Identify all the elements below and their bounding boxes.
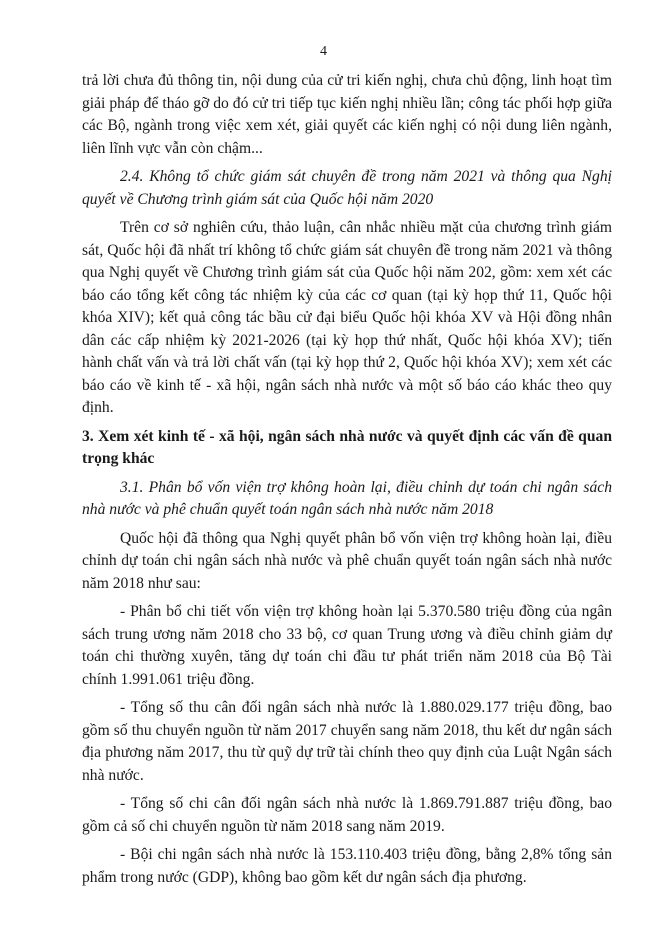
document-body	[82, 70, 612, 895]
section-heading-3: 3. Xem xét kinh tế - xã hội, ngân sách nhà nước và quyết định các vấn đề quan trọng khác	[82, 427, 612, 467]
bullet-total-revenue: - Tổng số thu cân đối ngân sách nhà nước là 1.880.029.177 triệu đồng, bao gồm số thu chuyển nguồn từ năm 2017 chuyển sang năm 2018, thu kết dư ngân sách địa phương năm 2017, thu từ quỹ dự trữ tài chính theo quy định của Luật Ngân sách nhà nước.	[82, 699, 612, 784]
paragraph-monitoring-program: Trên cơ sở nghiên cứu, thảo luận, cân nhắc nhiều mặt của chương trình giám sát, Quốc hội đã nhất trí không tổ chức giám sát chuyên đề trong năm 2021 và thông qua Nghị quyết về Chương trình giám sát của Quốc hội năm 202, gồm: xem xét các báo cáo tổng kết công tác nhiệm kỳ của các cơ quan (tại kỳ họp thứ 11, Quốc hội khóa XIV); kết quả công tác bầu cử đại biểu Quốc hội khóa XV và Hội đồng nhân dân các cấp nhiệm kỳ 2021-2026 (tại kỳ họp thứ nhất, Quốc hội khóa XV); tiến hành chất vấn và trả lời chất vấn (tại kỳ họp thứ 2, Quốc hội khóa XV); xem xét các báo cáo về kinh tế - xã hội, ngân sách nhà nước và một số báo cáo khác theo quy định.	[82, 219, 612, 416]
paragraph-continuation: trả lời chưa đủ thông tin, nội dung của cử tri kiến nghị, chưa chủ động, linh hoạt tìm giải pháp để tháo gỡ do đó cử tri tiếp tục kiến nghị nhiều lần; công tác phối hợp giữa các Bộ, ngành trong việc xem xét, giải quyết các kiến nghị có nội dung liên ngành, liên lĩnh vực vẫn còn chậm...	[82, 72, 612, 157]
paragraph-resolution-intro: Quốc hội đã thông qua Nghị quyết phân bổ vốn viện trợ không hoàn lại, điều chỉnh dự toán chi ngân sách nhà nước và phê chuẩn quyết toán ngân sách nhà nước năm 2018 như sau:	[82, 529, 612, 592]
bullet-budget-deficit: - Bội chi ngân sách nhà nước là 153.110.403 triệu đồng, bằng 2,8% tổng sản phẩm trong nước (GDP), không bao gồm kết dư ngân sách địa phương.	[82, 846, 612, 886]
page-number: 4	[320, 44, 327, 59]
section-heading-3-1: 3.1. Phân bổ vốn viện trợ không hoàn lại, điều chỉnh dự toán chi ngân sách nhà nước và phê chuẩn quyết toán ngân sách nhà nước năm 2018	[82, 478, 612, 518]
bullet-aid-allocation: - Phân bổ chi tiết vốn viện trợ không hoàn lại 5.370.580 triệu đồng của ngân sách trung ương năm 2018 cho 33 bộ, cơ quan Trung ương và điều chỉnh giảm dự toán chi thường xuyên, tăng dự toán chi đầu tư phát triển năm 2018 của Bộ Tài chính 1.991.061 triệu đồng.	[82, 603, 612, 688]
section-heading-2-4: 2.4. Không tổ chức giám sát chuyên đề trong năm 2021 và thông qua Nghị quyết về Chương trình giám sát của Quốc hội năm 2020	[82, 168, 612, 208]
bullet-total-expenditure: - Tổng số chi cân đối ngân sách nhà nước là 1.869.791.887 triệu đồng, bao gồm cả số chi chuyển nguồn từ năm 2018 sang năm 2019.	[82, 795, 612, 835]
